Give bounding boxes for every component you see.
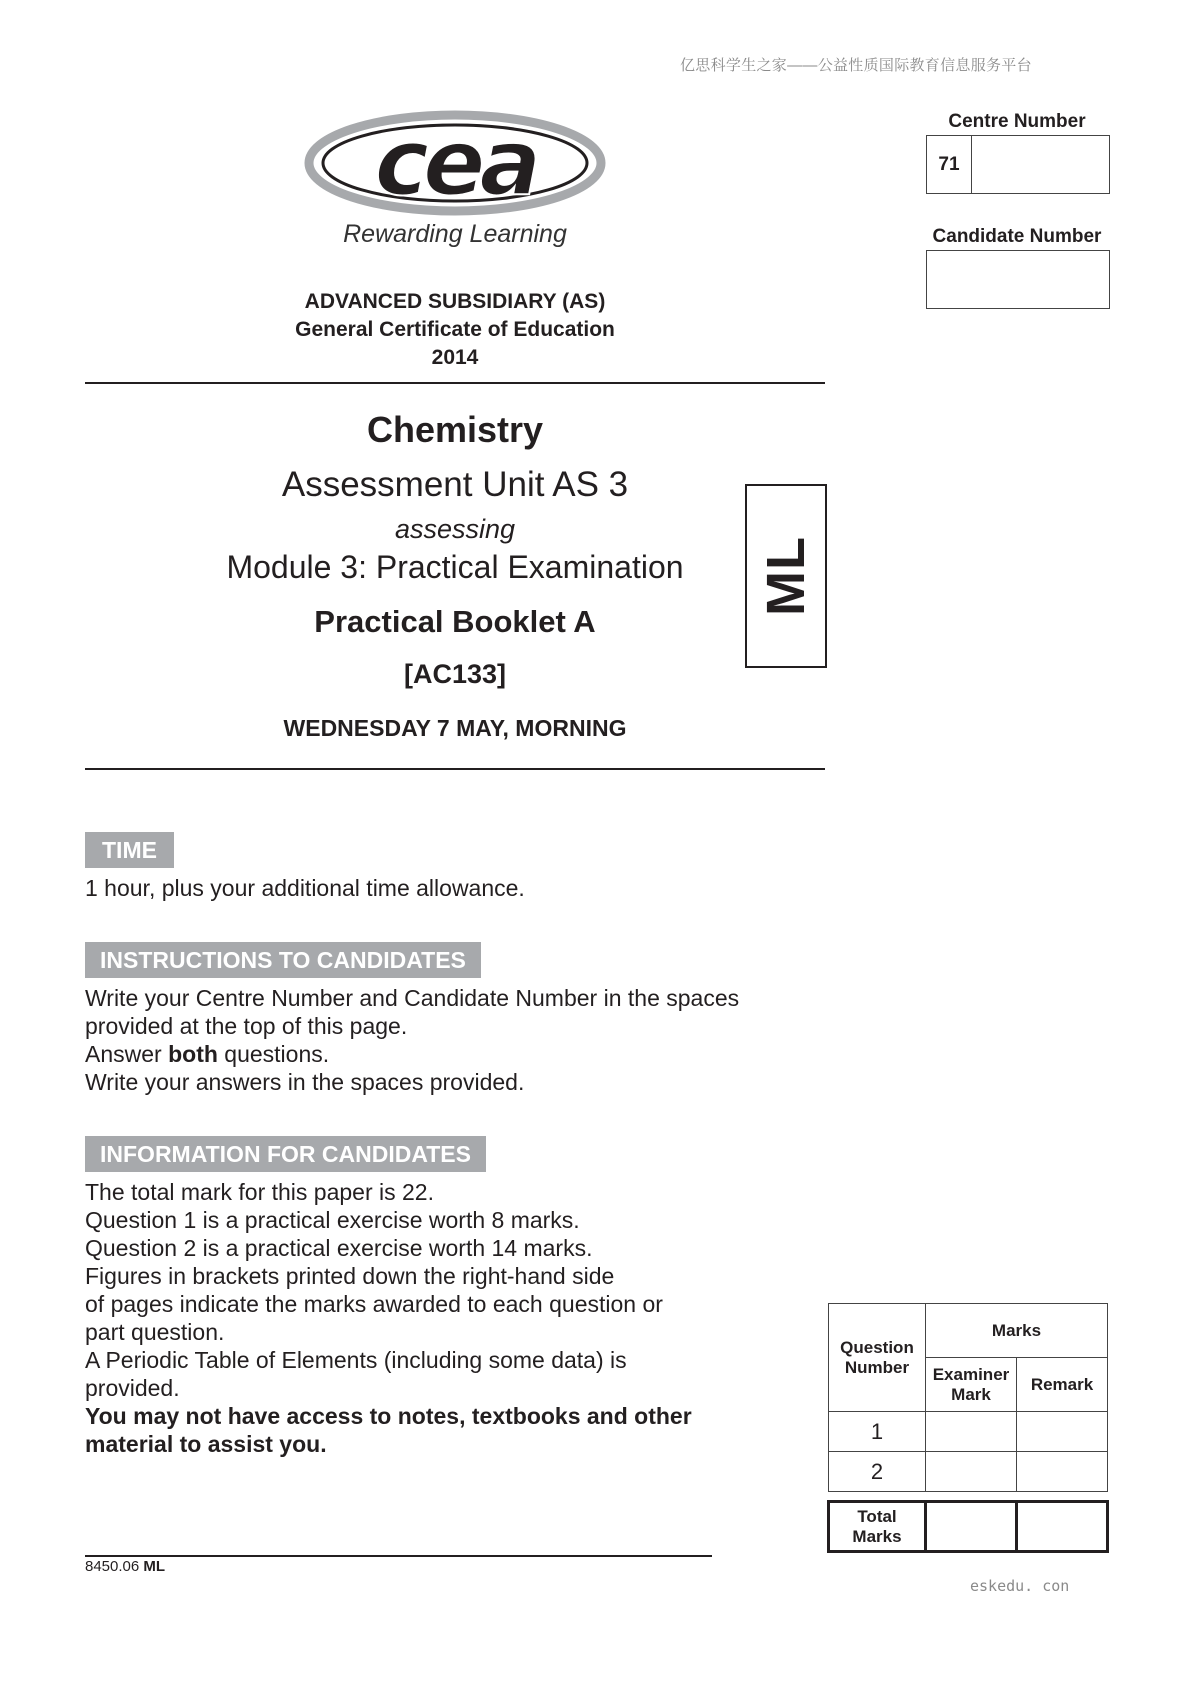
assessing-text: assessing (394, 514, 516, 544)
examiner-mark-header: Examiner Mark (926, 1358, 1017, 1412)
question-number: 2 (829, 1452, 926, 1492)
exam-date: WEDNESDAY 7 MAY, MORNING (283, 715, 627, 741)
table-row (829, 1412, 1108, 1452)
instructions-label: INSTRUCTIONS TO CANDIDATES (85, 942, 481, 978)
cea-logo (300, 108, 610, 253)
question-number-header: Question Number (829, 1304, 926, 1412)
candidate-number-label: Candidate Number (932, 226, 1102, 247)
module-title: Module 3: Practical Examination (226, 549, 684, 585)
total-examiner-cell[interactable] (926, 1502, 1017, 1552)
ml-stamp (745, 484, 827, 668)
information-line: A Periodic Table of Elements (including some data) is (85, 1347, 627, 1373)
watermark-top: 亿思科学生之家——公益性质国际教育信息服务平台 (680, 57, 1032, 74)
footer-rule (85, 1555, 712, 1557)
centre-number-field[interactable] (926, 135, 1110, 194)
instructions-line: Write your answers in the spaces provided. (85, 1069, 525, 1095)
remark-cell[interactable] (1017, 1412, 1108, 1452)
candidate-number-field[interactable] (926, 250, 1110, 309)
instructions-line: Write your Centre Number and Candidate Number in the spaces (85, 985, 740, 1011)
information-label: INFORMATION FOR CANDIDATES (85, 1136, 486, 1172)
time-text: 1 hour, plus your additional time allowance. (85, 875, 525, 901)
information-line: provided. (85, 1375, 180, 1401)
information-warning: material to assist you. (85, 1431, 327, 1457)
information-text (85, 1178, 785, 1458)
title-rule (85, 768, 825, 770)
information-line: of pages indicate the marks awarded to each question or (85, 1291, 663, 1317)
watermark-bottom: eskedu. con (970, 1577, 1070, 1595)
total-marks-label: Total Marks (829, 1502, 926, 1552)
examiner-mark-cell[interactable] (926, 1412, 1017, 1452)
remark-cell[interactable] (1017, 1452, 1108, 1492)
remark-header: Remark (1017, 1358, 1108, 1412)
footer-code: 8450.06 ML (85, 1558, 166, 1575)
information-line: Question 1 is a practical exercise worth 8 marks. (85, 1207, 580, 1233)
instructions-line: Answer both questions. (85, 1041, 330, 1067)
table-row (829, 1452, 1108, 1492)
total-row (829, 1502, 1108, 1552)
exam-year: 2014 (431, 346, 479, 369)
cea-logo-mark (300, 108, 610, 218)
total-remark-cell[interactable] (1017, 1502, 1108, 1552)
centre-number-prefix: 71 (927, 136, 972, 193)
information-line: The total mark for this paper is 22. (85, 1179, 434, 1205)
paper-code: [AC133] (403, 659, 507, 689)
assessment-unit: Assessment Unit AS 3 (281, 465, 629, 504)
question-number: 1 (829, 1412, 926, 1452)
information-line: Question 2 is a practical exercise worth 14 marks. (85, 1235, 593, 1261)
logo-tagline: Rewarding Learning (343, 220, 567, 248)
centre-number-label: Centre Number (948, 111, 1086, 132)
instructions-line: provided at the top of this page. (85, 1013, 408, 1039)
information-warning: You may not have access to notes, textbooks and other (85, 1403, 692, 1429)
examiner-mark-cell[interactable] (926, 1452, 1017, 1492)
instructions-text (85, 984, 785, 1096)
marks-table (827, 1303, 1109, 1553)
information-line: part question. (85, 1319, 225, 1345)
cea-logo-text: cea (374, 109, 536, 216)
subject-title: Chemistry (366, 409, 544, 450)
information-line: Figures in brackets printed down the right-hand side (85, 1263, 615, 1289)
marks-header: Marks (926, 1304, 1108, 1358)
exam-level: ADVANCED SUBSIDIARY (AS) (304, 290, 606, 313)
header-rule (85, 382, 825, 384)
time-label: TIME (85, 832, 174, 868)
qualification: General Certificate of Education (295, 318, 615, 341)
ml-stamp-text: ML (756, 536, 816, 616)
booklet-title: Practical Booklet A (314, 604, 596, 639)
